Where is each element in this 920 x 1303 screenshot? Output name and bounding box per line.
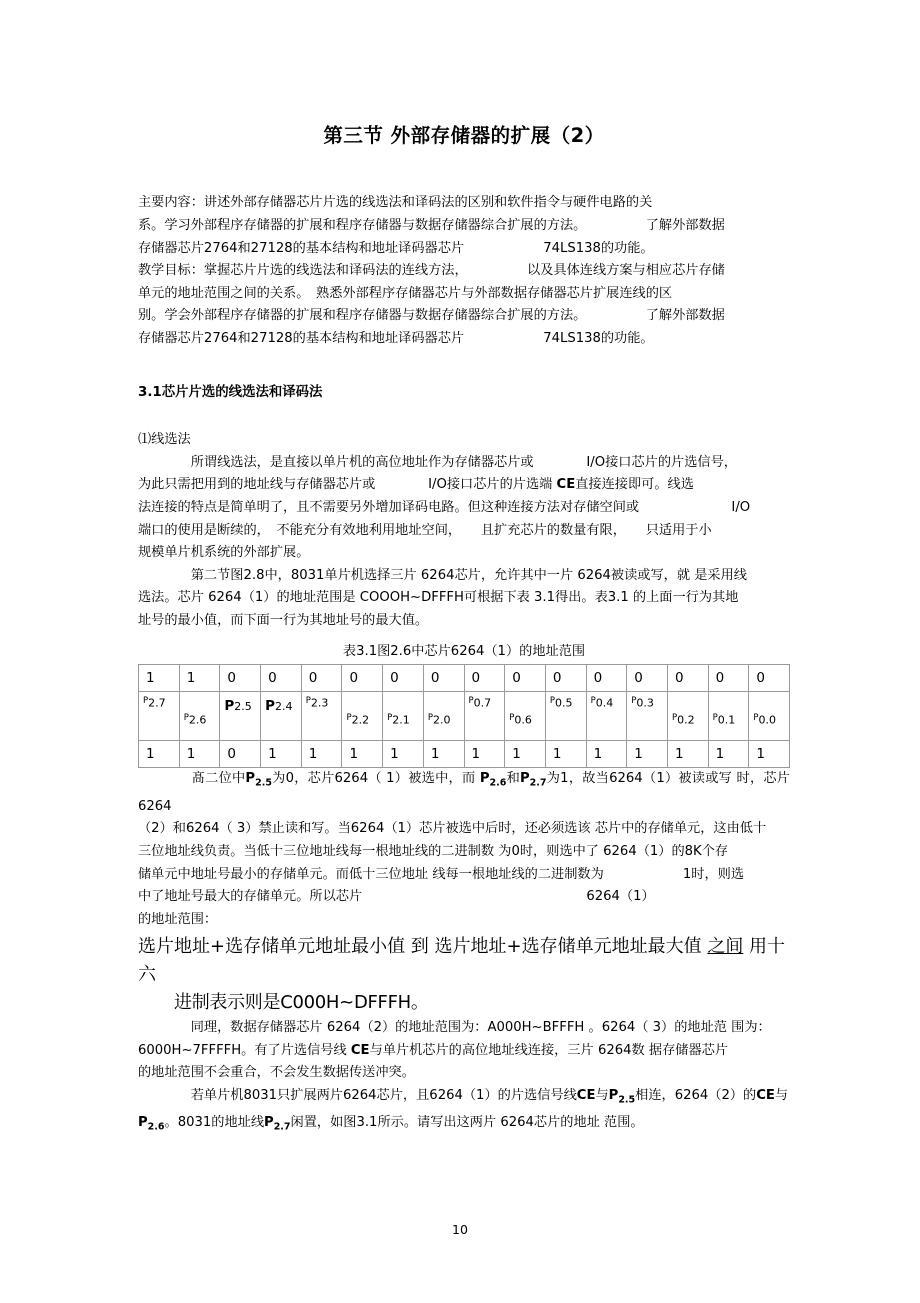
table-caption: 表3.1图2.6中芯片6264（1）的地址范围	[342, 644, 586, 660]
port-prefix: P	[387, 713, 393, 724]
ce-signal-label-4: CE	[756, 1088, 775, 1104]
port-number: 0.2	[677, 714, 695, 728]
port-label	[265, 700, 292, 714]
port-cell-0-0	[749, 692, 790, 741]
ce-signal-label-3: CE	[576, 1088, 596, 1104]
port-label	[346, 714, 369, 726]
after-table-l1-b: 为0，芯片6264（ 1）被选中，而	[271, 771, 480, 787]
port-label-p26-inline-2	[138, 1115, 165, 1133]
port-number: 0.4	[595, 697, 614, 711]
line-select-line-2	[138, 474, 790, 497]
max-bit-cell-1: 1	[179, 741, 220, 768]
port-cell-0-3	[627, 692, 668, 741]
port-label-p27-inline	[520, 771, 547, 790]
min-bit-cell-10: 0	[545, 665, 586, 692]
after-table-line-6: 的地址范围：	[138, 911, 218, 927]
port-prefix: P	[305, 696, 311, 707]
main-content-line-1: 主要内容：讲述外部存储器芯片片选的线选法和译码法的区别和软件指令与硬件电路的关	[138, 195, 653, 211]
min-bit-cell-13: 0	[667, 665, 708, 692]
last-line-2	[138, 1112, 790, 1139]
port-cell-2-5	[220, 692, 261, 741]
port-cell-0-6	[505, 692, 546, 741]
main-content-paragraph	[138, 192, 790, 260]
address-range-table	[138, 664, 790, 768]
port-cell-2-6	[179, 692, 220, 741]
port-label	[469, 697, 492, 709]
table-row-min-address	[139, 665, 790, 692]
section2-paragraph	[138, 565, 790, 633]
port-prefix: P	[608, 1088, 619, 1104]
min-bit-cell-0: 1	[139, 665, 180, 692]
port-label	[184, 714, 207, 726]
tongli-line-2-b: 与单片机芯片的高位地址线连接，三片 6264数 据存储器芯片	[369, 1042, 729, 1058]
emphasis-line-1	[138, 933, 790, 989]
after-table-line-3: 三位地址线负责。当低十三位地址线每一根地址线的二进制数 为0时，则选中了 6264（1）的8K个存	[138, 843, 729, 859]
tongli-paragraph	[138, 1017, 790, 1085]
last-l1-d: 与	[774, 1088, 789, 1104]
port-prefix: P	[265, 698, 275, 715]
ce-signal-label: CE	[556, 477, 576, 493]
last-l1-a: 若单片机8031只扩展两片6264芯片，且6264（1）的片选信号线	[138, 1088, 577, 1104]
port-label	[306, 697, 329, 709]
min-bit-cell-9: 0	[505, 665, 546, 692]
min-bit-cell-3: 0	[261, 665, 302, 692]
max-bit-cell-7: 1	[423, 741, 464, 768]
min-bit-cell-7: 0	[423, 665, 464, 692]
teaching-goal-line-4: 存储器芯片2764和27128的基本结构和地址译码器芯片 74LS138的功能。	[138, 330, 654, 346]
port-prefix: P	[549, 696, 556, 707]
port-number: 2.0	[432, 714, 451, 728]
port-cell-0-5	[545, 692, 586, 741]
line-select-line-5: 规模单片机系统的外部扩展。	[138, 545, 310, 561]
line-select-line-3: 法连接的特点是简单明了，且不需要另外增加译码电路。但这种连接方法对存储空间或 I/O	[138, 499, 751, 515]
port-number: 2.7	[148, 697, 166, 711]
after-table-line-1	[138, 768, 790, 818]
ce-signal-label-2: CE	[350, 1042, 370, 1058]
max-bit-cell-2: 0	[220, 741, 261, 768]
port-cell-2-3	[301, 692, 342, 741]
port-prefix: P	[712, 713, 718, 724]
max-bit-cell-4: 1	[301, 741, 342, 768]
section2-line-2: 选法。芯片 6264（1）的地址范围是 COOOH~DFFFH可根据下表 3.1得出。表3.1 的上面一行为其地	[138, 590, 739, 606]
after-table-line-2: （2）和6264（ 3）禁止读和写。当6264（1）芯片被选中后时，还必须选该 芯片中的存储单元，这由低十	[138, 821, 767, 837]
port-subscript: 2.7	[273, 1121, 291, 1133]
line-select-line-2-b: 直接连接即可。线选	[575, 477, 694, 493]
port-label	[143, 697, 166, 709]
port-label-p25-inline-2	[608, 1088, 636, 1106]
after-table-l1-a: 髙二位中	[138, 771, 246, 787]
page-content	[138, 0, 790, 1140]
port-subscript: 2.5	[255, 778, 272, 790]
port-prefix: P	[479, 771, 490, 787]
port-number: 2.4	[274, 700, 293, 714]
last-l2-a: 。8031的地址线	[164, 1115, 265, 1131]
port-number: 0.7	[473, 697, 492, 711]
port-number: 2.3	[310, 697, 329, 711]
port-prefix: P	[509, 713, 515, 724]
port-label	[509, 714, 532, 726]
port-prefix: P	[631, 696, 637, 707]
min-bit-cell-15: 0	[749, 665, 790, 692]
tongli-line-2-a: 6000H~7FFFFH。有了片选信号线	[138, 1042, 351, 1058]
section2-line-3: 址号的最小值，而下面一行为其地址号的最大值。	[138, 612, 429, 628]
port-prefix: P	[753, 713, 759, 724]
teaching-goal-line-3: 别。学会外部程序存储器的扩展和程序存储器与数据存储器综合扩展的方法。 了解外部数据	[138, 308, 725, 324]
after-table-paragraph	[138, 768, 790, 931]
max-bit-cell-6: 1	[383, 741, 424, 768]
max-bit-cell-14: 1	[708, 741, 749, 768]
port-number: 2.6	[188, 714, 207, 728]
port-prefix: P	[427, 713, 433, 724]
last-l2-b: 闲置，如图3.1所示。请写出这两片 6264芯片的地址 范围。	[290, 1115, 644, 1131]
port-label	[713, 714, 736, 726]
max-bit-cell-10: 1	[545, 741, 586, 768]
min-bit-cell-6: 0	[383, 665, 424, 692]
port-prefix: P	[138, 1115, 148, 1131]
line-select-line-4: 端口的使用是断续的， 不能充分有效地利用地址空间， 且扩充芯片的数量有限， 只适用于小	[138, 522, 712, 538]
after-table-l1-c: 和	[506, 771, 520, 787]
port-cell-0-4	[586, 692, 627, 741]
min-bit-cell-11: 0	[586, 665, 627, 692]
tongli-line-1: 同理，数据存储器芯片 6264（2）的地址范围为：A000H~BFFFH 。6264（ 3）的地址范 围为：	[138, 1020, 771, 1036]
port-label-p25-inline	[245, 771, 272, 790]
port-number: 0.6	[514, 714, 532, 728]
port-cell-2-2	[342, 692, 383, 741]
emphasis-block	[138, 933, 790, 1017]
max-bit-cell-15: 1	[749, 741, 790, 768]
emphasis-line-2: 进制表示则是C000H~DFFFH。	[174, 992, 429, 1014]
port-label	[387, 714, 410, 726]
port-label-p27-inline-2	[264, 1115, 291, 1133]
teaching-goal-line-2: 单元的地址范围之间的关系。 熟悉外部程序存储器芯片与外部数据存储器芯片扩展连线的区	[138, 285, 673, 301]
last-l1-b: 与	[595, 1088, 609, 1104]
table-row-max-address	[139, 741, 790, 768]
emphasis-line-1-a: 选片地址+选存储单元地址最小值 到 选片地址+选存储单元地址最大值	[138, 936, 708, 958]
port-label	[224, 700, 251, 714]
port-prefix: P	[183, 713, 189, 724]
max-bit-cell-5: 1	[342, 741, 383, 768]
tongli-line-3: 的地址范围不会重合，不会发生数据传送冲突。	[138, 1065, 415, 1081]
port-number: 0.1	[717, 714, 736, 728]
max-bit-cell-11: 1	[586, 741, 627, 768]
port-number: 0.5	[555, 697, 573, 711]
port-number: 2.1	[392, 714, 410, 728]
min-bit-cell-8: 0	[464, 665, 505, 692]
port-label	[753, 714, 776, 726]
min-bit-cell-12: 0	[627, 665, 668, 692]
port-cell-2-7	[139, 692, 180, 741]
table-row-port-labels	[139, 692, 790, 741]
port-label	[672, 714, 695, 726]
port-number: 0.0	[758, 714, 776, 728]
port-number: 0.3	[636, 697, 654, 711]
last-line-1	[138, 1085, 790, 1112]
port-prefix: P	[468, 696, 474, 707]
port-prefix: P	[346, 713, 352, 724]
port-label-p26-inline	[479, 771, 507, 790]
tongli-line-2	[138, 1040, 790, 1063]
port-cell-0-7	[464, 692, 505, 741]
last-l1-c: 相连，6264（2）的	[635, 1088, 757, 1104]
after-table-l1-d: 为1，故当6264（1）被读或写 时，芯片6264	[138, 771, 790, 814]
max-bit-cell-8: 1	[464, 741, 505, 768]
section2-line-1: 第二节图2.8中，8031单片机选择三片 6264芯片，允许其中一片 6264被读或写，就 是采用线	[138, 567, 747, 583]
port-cell-0-2	[667, 692, 708, 741]
min-bit-cell-2: 0	[220, 665, 261, 692]
port-prefix: P	[224, 698, 235, 715]
line-select-line-2-a: 为此只需把用到的地址线与存储器芯片或 I/O接口芯片的片选端	[138, 477, 557, 493]
port-subscript: 2.6	[489, 778, 507, 790]
port-prefix: P	[590, 696, 596, 707]
port-number: 2.5	[234, 700, 252, 714]
after-table-line-5: 中了地址号最大的存储单元。所以芯片 6264（1）	[138, 889, 655, 905]
port-label	[591, 697, 614, 709]
max-bit-cell-9: 1	[505, 741, 546, 768]
main-content-line-3: 存储器芯片2764和27128的基本结构和地址译码器芯片 74LS138的功能。	[138, 240, 654, 256]
min-bit-cell-4: 0	[301, 665, 342, 692]
port-label	[631, 697, 654, 709]
min-bit-cell-14: 0	[708, 665, 749, 692]
port-prefix: P	[143, 696, 149, 707]
port-cell-0-1	[708, 692, 749, 741]
after-table-line-4: 储单元中地址号最小的存储单元。而低十三位地址 线每一根地址线的二进制数为 1时，则选	[138, 866, 745, 882]
port-subscript: 2.6	[147, 1121, 165, 1133]
port-prefix: P	[245, 771, 256, 787]
subsection-heading-line-select: ⑴线选法	[138, 432, 191, 448]
port-subscript: 2.7	[529, 778, 547, 790]
port-subscript: 2.5	[618, 1094, 636, 1106]
page-title: 第三节 外部存储器的扩展（2）	[323, 124, 605, 147]
max-bit-cell-12: 1	[627, 741, 668, 768]
teaching-goal-paragraph	[138, 260, 790, 350]
line-select-line-1: 所谓线选法，是直接以单片机的高位地址作为存储器芯片或 I/O接口芯片的片选信号，	[138, 454, 737, 470]
port-number: 2.2	[351, 714, 370, 728]
max-bit-cell-13: 1	[667, 741, 708, 768]
max-bit-cell-0: 1	[139, 741, 180, 768]
emphasis-underlined-text: 之间	[707, 936, 744, 958]
emphasis-line-1-b: 用十六	[138, 936, 786, 986]
port-cell-2-0	[423, 692, 464, 741]
port-prefix: P	[264, 1115, 274, 1131]
min-bit-cell-5: 0	[342, 665, 383, 692]
max-bit-cell-3: 1	[261, 741, 302, 768]
min-bit-cell-1: 1	[179, 665, 220, 692]
page-number: 10	[452, 1222, 468, 1237]
section-heading-3-1: 3.1芯片片选的线选法和译码法	[138, 384, 323, 400]
teaching-goal-line-1: 教学目标：掌握芯片片选的线选法和译码法的连线方法， 以及具体连线方案与相应芯片存储	[138, 263, 725, 279]
main-content-line-2: 系。学习外部程序存储器的扩展和程序存储器与数据存储器综合扩展的方法。 了解外部数据	[138, 217, 725, 233]
port-cell-2-4	[261, 692, 302, 741]
port-prefix: P	[671, 713, 678, 724]
port-label	[550, 697, 573, 709]
last-paragraph	[138, 1085, 790, 1139]
line-select-paragraph	[138, 452, 790, 565]
port-label	[428, 714, 451, 726]
port-prefix: P	[520, 771, 530, 787]
port-cell-2-1	[383, 692, 424, 741]
